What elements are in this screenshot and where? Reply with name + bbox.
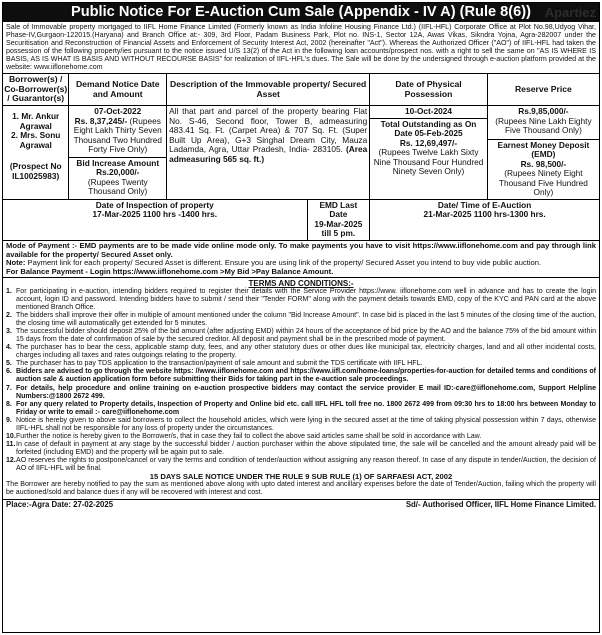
terms-item-text: For details, help procedure and online training on e-auction prospective bidders may contact the service provider E mail ID:-care@iiflonehome.com, Support Helpline Numbers:@1800 2672 499.: [16, 384, 596, 400]
dates-row: [3, 199, 599, 240]
demand-date: 07-Oct-2022: [94, 106, 142, 117]
emd-block: [488, 139, 599, 199]
property-table: [3, 74, 599, 241]
demand-block: [69, 106, 166, 157]
bid-increase-amount: Rs.20,000/-: [96, 167, 140, 178]
watermark-text: Apartiez: [544, 5, 596, 20]
reserve-words: (Rupees Nine Lakh Eighty Five Thousand Only): [495, 115, 592, 136]
reserve-cell: [487, 106, 599, 200]
terms-item-text: The purchaser has to bear the cess, applicable stamp duty, fees, and any other statutory dues or other dues like municipal tax, electricity charges, land and all other incidental costs, charges including all taxes and rates outgoings relating to the property.: [16, 344, 596, 360]
emd-last-value: 19-Mar-2025 till 5 pm.: [314, 218, 363, 239]
bid-increase-words: (Rupees Twenty Thousand Only): [87, 176, 148, 197]
terms-item-text: AO reserves the rights to postpone/cancel or vary the terms and condition of tender/auction without assigning any reason thereof. In case of any dispute in tender/Auction, the decision of AO of IIFL-HFL will be final.: [16, 456, 596, 472]
reserve-block: [488, 106, 599, 139]
table-header-row: [3, 74, 599, 105]
header-demand-notice: Demand Notice Date and Amount: [69, 74, 167, 105]
demand-amount: Rs. 8,37,245/-: [74, 115, 128, 126]
inspection-value: 17-Mar-2025 1100 hrs -1400 hrs.: [92, 209, 218, 220]
terms-item-text: For any query related to Property details, Inspection of Property and Online bid etc. call IIFL HFL toll free no. 1800 2672 499 from 09:30 hrs to 18:00 hrs between Monday to Friday or write to email :- care@iiflonehome.com: [16, 400, 596, 416]
emd-last-block: [307, 200, 369, 240]
emd-amount: Rs. 98,500/-: [520, 158, 567, 169]
terms-item-text: The bidders shall improve their offer in multiple of amount mentioned under the column "Bid Increase Amount". In case bid is placed in the last 5 minutes of the closing time of the auction, the closing time will automatically get extended for 5 minutes.: [16, 312, 596, 328]
terms-item-number: 12.: [6, 456, 16, 464]
emd-words: (Rupees Ninety Eight Thousand Five Hundred Only): [498, 168, 588, 198]
header-borrowers: Borrower(s) / Co-Borrower(s) / Guarantor(s): [3, 74, 69, 105]
possession-cell: [370, 106, 488, 200]
terms-item-number: 1.: [6, 288, 12, 296]
terms-item: [6, 328, 596, 344]
emd-label: Earnest Money Deposit (EMD): [497, 139, 590, 160]
auction-cell: [370, 199, 599, 240]
inspection-block: [3, 200, 307, 240]
auction-notice: [2, 2, 600, 633]
bid-increase-label: Bid Increase Amount: [76, 157, 160, 168]
header-reserve-price: Reserve Price: [487, 74, 599, 105]
note-text: Payment link for each property/ Secured Asset is different. Ensure you are using link of the property/ Secured Asset you intend to buy vide public auction.: [27, 258, 542, 268]
prospect-number: (Prospect No IL10025983): [9, 161, 62, 181]
possession-date: 10-Oct-2024: [404, 106, 453, 117]
bid-increase-block: [69, 157, 166, 198]
terms-item-number: 10.: [6, 432, 16, 440]
place-date: Place:-Agra Date: 27-02-2025: [6, 499, 114, 509]
terms-item: [6, 433, 596, 441]
terms-item: [6, 401, 596, 417]
outstanding-block: [370, 118, 487, 178]
sale-notice-text: The Borrower are hereby notified to pay the sum as mentioned above along with upto dated interest and ancillary expenses before the date of Tender/Auction, failing which the property will be auctioned/sold and balance dues if any will be recovered with interest and cost.: [3, 481, 599, 499]
terms-item: [6, 368, 596, 384]
table-row: [3, 106, 599, 200]
borrowers-cell: [3, 106, 69, 200]
emd-last-label: EMD Last Date: [319, 199, 358, 220]
notice-title-bar: [3, 3, 599, 22]
terms-item-number: 7.: [6, 384, 12, 392]
outstanding-label: Total Outstanding as On Date 05-Feb-2025: [380, 118, 477, 139]
outstanding-amount: Rs. 12,69,497/-: [399, 137, 458, 148]
terms-item-number: 9.: [6, 416, 12, 424]
terms-item-text: Bidders are advised to go through the website https: //www.iiflonehome.com and https://www.iifl.com/home-loans/properties-for-auction for detailed terms and conditions of auction sale & auction application form before submitting their Bids for taking part in the e-auction sale proceedings.: [16, 368, 596, 384]
terms-item-number: 2.: [6, 312, 12, 320]
terms-item-text: Further the notice is hereby given to the Borrower/s, that in case they fail to collect the above said articles same shall be sold in accordance with Law.: [16, 432, 482, 440]
demand-amount-words: (Rupees Eight Lakh Thirty Seven Thousand Two Hundred Forty Five Only): [73, 115, 162, 155]
terms-item-number: 4.: [6, 344, 12, 352]
borrower-2: 2. Mrs. Sonu Agrawal: [11, 130, 61, 150]
header-possession: Date of Physical Possession: [370, 74, 488, 105]
terms-item: [6, 344, 596, 360]
terms-item-text: In case of default in payment at any stage by the successful bidder / auction purchaser within the above stipulated time, the sale will be cancelled and the amount already paid will be forfeited (including EMD) and the property will be again put to sale.: [16, 440, 596, 456]
terms-item: [6, 441, 596, 457]
notice-footer: [3, 500, 599, 510]
payment-mode-section: [3, 241, 599, 278]
payment-mode-text: Mode of Payment :- EMD payments are to be made vide online mode only. To make payments you have to visit https://www.iiflonehome.com and pay through link available for the property/ Secured Asset only.: [6, 240, 596, 259]
terms-item: [6, 360, 596, 368]
inspection-label: Date of Inspection of property: [95, 199, 214, 210]
terms-heading: TERMS AND CONDITIONS:-: [248, 279, 354, 289]
notice-title: Public Notice For E-Auction Cum Sale (Appendix - IV A) (Rule 8(6)): [70, 4, 531, 20]
auction-label: Date/ Time of E-Auction: [437, 199, 532, 210]
terms-item-text: The purchaser has to pay TDS application to the transaction/payment of sale amount and submit the TDS certificate with IIFL HFL.: [16, 360, 423, 368]
terms-item-number: 3.: [6, 328, 12, 336]
terms-item-text: For participating in e-auction, intending bidders required to register their details with the Service Provider https://www. iiflonehome.com well in advance and has to create the login account, login ID and password. Intending bidders have to submit / send their "Tender FORM" along with the payment details towards EMD, copy of the KYC and PAN card at the above mentioned Branch Office.: [16, 288, 596, 312]
description-cell: [167, 106, 370, 200]
sale-notice-heading: 15 DAYS SALE NOTICE UNDER THE RULE 9 SUB RULE (1) OF SARFAESI ACT, 2002: [149, 471, 453, 481]
terms-item-number: 11.: [6, 440, 16, 448]
terms-item: [6, 417, 596, 433]
property-area: (Area admeasuring 565 sq. ft.): [169, 144, 368, 164]
intro-paragraph: Sale of Immovable property mortgaged to IIFL Home Finance Limited (Formerly known as India Infoline Housing Finance Ltd.) (IIFL-HFL) Corporate Office at Plot No.98,Udyog Vihar, Phase-IV,Gurgaon-122015.(Haryana) and Branch Office at:- 309, 3rd Floor, Padam Business Park, Plot no. INS-1, Sector 12A, Awas Vikas, Sikndra Yojna, Agra-282007 under the Securitisation and Reconstruction of Financial Assets and Enforcement of Security Interest Act, 2002 (hereinafter "Act"). Whereas the Authorized Officer ("AO") of IIFL-HFL had taken the possession of the following property/ies pursuant to the notice issued U/S 13(2) of the Act in the following loan accounts/prospect nos. with a right to sell the same on "AS IS WHERE IS BASIS, AS IS WHAT IS BASIS AND WITHOUT RECOURSE BASIS" for realization of IIFL-HFL's dues. The Sale will be done by the undersigned through e-auction platform provided at the website: www.iiflonehome.com: [3, 22, 599, 74]
property-description: All that part and parcel of the property bearing Flat No. S-46, Second floor, Tower B, admeasuring 483.41 Sq. Ft. (Carpet Area) & 707 Sq. Ft. (Super Built Up Area), G+3 Singhal Dream City, Mauza Ladamda, Agra, Uttar Pradesh, India- 283105.: [169, 106, 368, 155]
borrower-1: 1. Mr. Ankur Agrawal: [12, 111, 60, 131]
terms-item: [6, 457, 596, 473]
reserve-amount: Rs.9,85,000/-: [518, 106, 569, 117]
dates-inner-table: [3, 200, 369, 240]
signatory: Sd/- Authorised Officer, IIFL Home Finance Limited.: [405, 499, 596, 509]
terms-item-text: The successful bidder should deposit 25% of the bid amount (after adjusting EMD) within 24 hours of the acceptance of bid price by the AO and the balance 75% of the bid amount within 15 days from the date of confirmation of sale by the secured creditor. All deposit and payment shall be in the prescribed mode of payment.: [16, 328, 596, 344]
terms-item-text: Notice is hereby given to above said borrowers to collect the household articles, which were lying in the secured asset at the time of taking physical possession within 7 days, otherwise IIFL-HFL shall not be responsible for any loss of property under the circumstances.: [16, 416, 596, 432]
auction-value: 21-Mar-2025 1100 hrs-1300 hrs.: [423, 209, 546, 220]
outstanding-words: (Rupees Twelve Lakh Sixty Nine Thousand Four Hundred Ninety Seven Only): [373, 147, 484, 177]
terms-item: [6, 385, 596, 401]
balance-payment-text: For Balance Payment - Login https://www.iiflonehome.com >My Bid >Pay Balance Amount.: [6, 266, 334, 276]
demand-amount-block: [71, 117, 164, 155]
demand-cell: [69, 106, 167, 200]
terms-item-number: 6.: [6, 368, 12, 376]
terms-item: [6, 288, 596, 312]
terms-item-number: 8.: [6, 400, 12, 408]
inspection-cell: [3, 199, 370, 240]
header-description: Description of the Immovable property/ Secured Asset: [167, 74, 370, 105]
note-label: Note:: [6, 258, 26, 268]
terms-list: [3, 288, 599, 472]
terms-item: [6, 312, 596, 328]
terms-item-number: 5.: [6, 360, 12, 368]
